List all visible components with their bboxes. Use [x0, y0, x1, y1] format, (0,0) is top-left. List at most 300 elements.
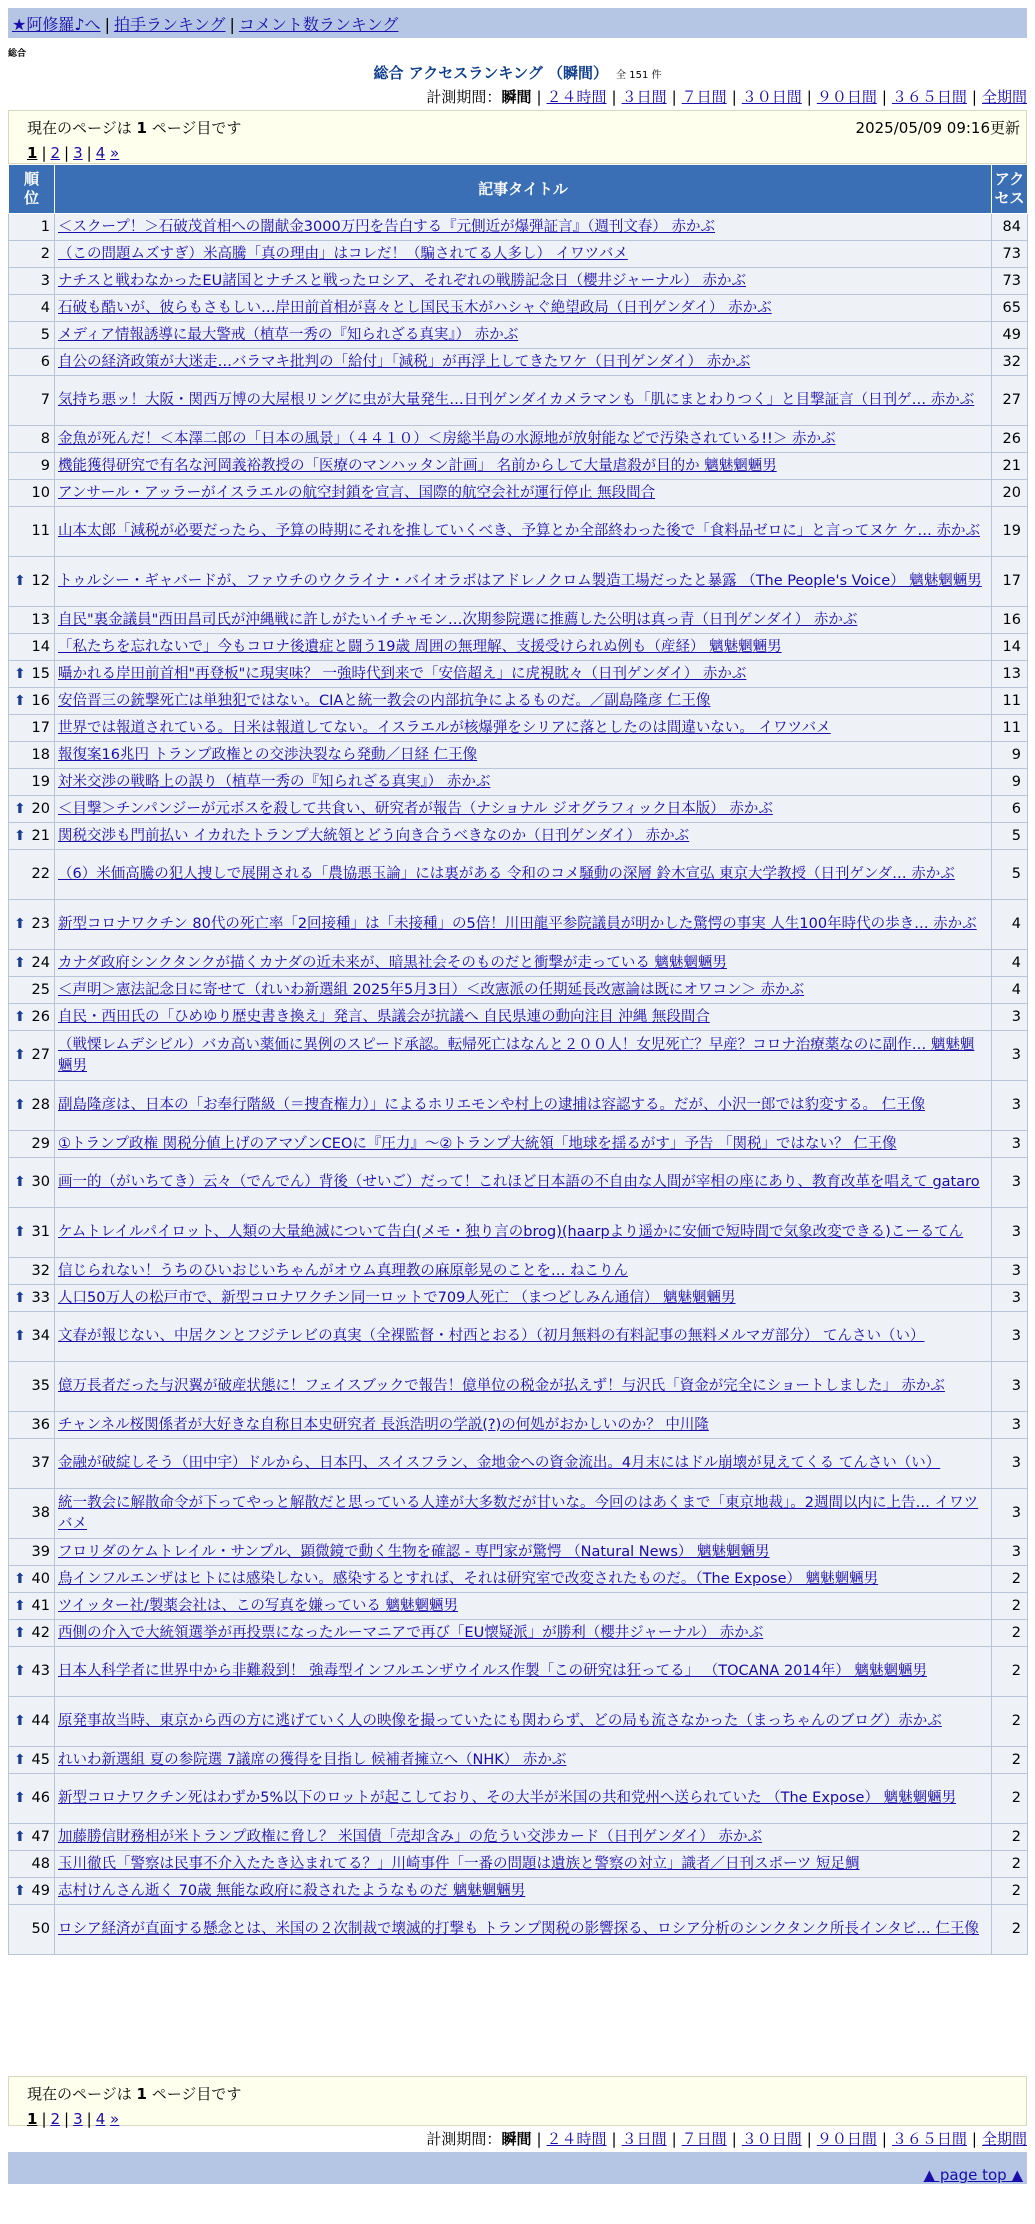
- up-arrow-icon: ⬆: [14, 1224, 26, 1240]
- access-count: 5: [992, 850, 1028, 900]
- title-cell: [55, 850, 992, 900]
- title-cell: [55, 634, 992, 661]
- table-row: [9, 950, 1028, 977]
- nav-separator: |: [229, 15, 235, 34]
- title-cell: [55, 1620, 992, 1647]
- rank-cell: [9, 1208, 55, 1258]
- up-arrow-icon: ⬆: [14, 1597, 26, 1614]
- table-row: [9, 1747, 1028, 1774]
- access-count: 3: [992, 1285, 1028, 1312]
- access-count: 3: [992, 1539, 1028, 1566]
- page-link[interactable]: 3: [73, 144, 83, 162]
- access-count: 73: [992, 241, 1028, 268]
- period-option: 瞬間: [501, 2130, 532, 2148]
- article-link[interactable]: ＜声明＞憲法記念日に寄せて（れいわ新選組 2025年5月3日）＜改憲派の任期延長改憲論は既にオワコン＞ 赤かぶ: [58, 981, 805, 998]
- rank-cell: [9, 796, 55, 823]
- page-status: 現在のページは 1 ページ目です: [27, 119, 242, 137]
- access-count: 2: [992, 1851, 1028, 1878]
- header-title: 記事タイトル: [55, 165, 992, 214]
- title-cell: [55, 796, 992, 823]
- article-link[interactable]: 玉川徹氏「警察は民事不介入たたき込まれてる？」川崎事件「一番の問題は遺族と警察の対立」識者／日刊スポーツ 短足鯛: [58, 1855, 860, 1872]
- period-separator: |: [881, 88, 887, 106]
- rank-cell: [9, 1747, 55, 1774]
- article-link[interactable]: 金魚が死んだ！＜本澤二郎の「日本の風景」（４４１０）＜房総半島の水源地が放射能などで汚染されている!!＞ 赤かぶ: [58, 430, 836, 447]
- title-cell: [55, 507, 992, 557]
- article-link[interactable]: （戦慄レムデシビル）バカ高い薬価に異例のスピード承認。転帰死亡はなんと２００人！女児死亡？早産？コロナ治療薬なのに副作… 魑魅魍魎男: [58, 1036, 975, 1074]
- rank-cell: [9, 900, 55, 950]
- access-count: 3: [992, 1081, 1028, 1131]
- period-option[interactable]: ３０日間: [741, 2130, 802, 2148]
- rank-cell: [9, 453, 55, 480]
- page-top-link[interactable]: ▲ page top ▲: [923, 2166, 1023, 2184]
- article-link[interactable]: 自民"裏金議員"西田昌司氏が沖縄戦に許しがたいイチャモン…次期参院選に推薦した公明は真っ青（日刊ゲンダイ） 赤かぶ: [58, 611, 858, 628]
- period-separator: |: [806, 88, 812, 106]
- rank-number: 22: [31, 866, 50, 882]
- page-link[interactable]: 2: [50, 2110, 61, 2128]
- access-count: 26: [992, 426, 1028, 453]
- up-arrow-icon: ⬆: [14, 1097, 26, 1113]
- rank-number: 35: [31, 1378, 50, 1394]
- rank-cell: [9, 1131, 55, 1158]
- up-arrow-icon: ⬆: [14, 1790, 26, 1806]
- table-row: [9, 850, 1028, 900]
- header-access: アクセス: [992, 165, 1028, 214]
- rank-number: 13: [31, 611, 50, 628]
- access-count: 27: [992, 376, 1028, 426]
- article-link[interactable]: （6）米価高騰の犯人捜しで展開される「農協悪玉論」には裏がある 令和のコメ騒動の深層 鈴木宣弘 東京大学教授（日刊ゲンダ… 赤かぶ: [58, 866, 955, 882]
- page-separator: |: [86, 2110, 92, 2128]
- article-link[interactable]: カナダ政府シンクタンクが描くカナダの近未来が、暗黒社会そのものだと衝撃が走っている 魑魅魍魎男: [58, 954, 727, 971]
- title-cell: [55, 769, 992, 796]
- rank-cell: [9, 295, 55, 322]
- period-option[interactable]: ３６５日間: [891, 88, 967, 106]
- period-option[interactable]: ３０日間: [741, 88, 802, 106]
- rank-cell: [9, 214, 55, 241]
- article-link[interactable]: 新型コロナワクチン 80代の死亡率「2回接種」は「未接種」の5倍！川田龍平参院議員が明かした驚愕の事実 人生100年時代の歩き… 赤かぶ: [58, 916, 977, 932]
- access-count: 65: [992, 295, 1028, 322]
- rank-number: 42: [31, 1624, 50, 1641]
- up-arrow-icon: ⬆: [14, 1047, 26, 1063]
- rank-number: 50: [31, 1921, 50, 1937]
- article-link[interactable]: ケムトレイルパイロット、人類の大量絶滅について告白(メモ・独り言のbrog)(haarpより遥かに安価で短時間で気象改変できる)こーるてん: [58, 1224, 964, 1240]
- header-rank: 順位: [9, 165, 55, 214]
- rank-number: 2: [40, 245, 50, 262]
- article-link[interactable]: 人口50万人の松戸市で、新型コロナワクチン同一ロットで709人死亡 （まつどしみん通信） 魑魅魍魎男: [58, 1289, 736, 1306]
- access-count: 20: [992, 480, 1028, 507]
- article-link[interactable]: 報復案16兆円 トランプ政権との交渉決裂なら発動／日経 仁王像: [58, 746, 478, 763]
- table-row: [9, 1081, 1028, 1131]
- bottom-bar: [8, 2152, 1027, 2184]
- up-arrow-icon: ⬆: [14, 1570, 26, 1587]
- rank-cell: [9, 322, 55, 349]
- period-option[interactable]: 全期間: [981, 88, 1027, 106]
- rank-number: 39: [31, 1543, 50, 1560]
- article-link[interactable]: 統一教会に解散命令が下ってやっと解散だと思っている人達が大多数だが甘いな。今回のはあくまで「東京地裁」。2週間以内に上告… イワツバメ: [58, 1494, 979, 1532]
- rank-number: 17: [31, 719, 50, 736]
- article-link[interactable]: 世界では報道されている。日米は報道してない。イスラエルが核爆弾をシリアに落としたのは間違いない。 イワツバメ: [58, 719, 831, 736]
- access-count: 11: [992, 715, 1028, 742]
- rank-number: 27: [31, 1047, 50, 1063]
- article-link[interactable]: 原発事故当時、東京から西の方に逃げていく人の映像を撮っていたにも関わらず、どの局も流さなかった（まっちゃんのブログ）赤かぶ: [58, 1713, 942, 1729]
- article-link[interactable]: 億万長者だった与沢翼が破産状態に！フェイスブックで報告！億単位の税金が払えず！与沢氏「資金が完全にショートしました」 赤かぶ: [58, 1378, 945, 1394]
- access-count: 6: [992, 796, 1028, 823]
- rank-cell: [9, 1158, 55, 1208]
- page-link[interactable]: 4: [95, 2110, 106, 2128]
- page-link[interactable]: 1: [27, 2110, 38, 2128]
- rank-cell: [9, 1620, 55, 1647]
- rank-number: 20: [31, 800, 50, 817]
- title-cell: [55, 823, 992, 850]
- title-cell: [55, 1081, 992, 1131]
- access-count: 2: [992, 1593, 1028, 1620]
- title-cell: [55, 900, 992, 950]
- title-cell: [55, 1439, 992, 1489]
- table-row: [9, 557, 1028, 607]
- rank-cell: [9, 1362, 55, 1412]
- rank-cell: [9, 607, 55, 634]
- rank-cell: [9, 1647, 55, 1697]
- table-row: [9, 715, 1028, 742]
- access-count: 5: [992, 823, 1028, 850]
- article-link[interactable]: ナチスと戦わなかったEU諸国とナチスと戦ったロシア、それぞれの戦勝記念日（櫻井ジャーナル） 赤かぶ: [58, 272, 747, 289]
- article-link[interactable]: メディア情報誘導に最大警戒（植草一秀の『知られざる真実』） 赤かぶ: [58, 326, 519, 343]
- title-cell: [55, 950, 992, 977]
- access-count: 3: [992, 1412, 1028, 1439]
- table-row: [9, 241, 1028, 268]
- table-row: [9, 769, 1028, 796]
- nav-link-clap-ranking[interactable]: 拍手ランキング: [113, 15, 226, 34]
- table-row: [9, 1004, 1028, 1031]
- period-separator: |: [671, 2130, 677, 2148]
- page-title: [0, 62, 1035, 83]
- article-link[interactable]: 安倍晋三の銃撃死亡は単独犯ではない。CIAと統一教会の内部抗争によるものだ。／副島隆彦 仁王像: [58, 692, 711, 709]
- article-link[interactable]: ＜目撃＞チンパンジーが元ボスを殺して共食い、研究者が報告（ナショナル ジオグラフィック日本版） 赤かぶ: [58, 800, 773, 817]
- page-info-top: [8, 110, 1027, 164]
- title-cell: [55, 1031, 992, 1081]
- page-link[interactable]: 4: [95, 144, 106, 162]
- access-count: 32: [992, 349, 1028, 376]
- rank-number: 31: [31, 1224, 50, 1240]
- rank-number: 4: [40, 299, 50, 316]
- page-separator: |: [41, 144, 47, 162]
- up-arrow-icon: ⬆: [14, 1174, 26, 1190]
- page-link[interactable]: »: [110, 2110, 120, 2128]
- rank-number: 14: [31, 638, 50, 655]
- article-link[interactable]: 志村けんさん逝く 70歳 無能な政府に殺されたようなものだ 魑魅魍魎男: [58, 1882, 526, 1899]
- title-cell: [55, 453, 992, 480]
- access-count: 4: [992, 950, 1028, 977]
- article-link[interactable]: ①トランプ政権 関税分値上げのアマゾンCEOに『圧力』～②トランプ大統領「地球を揺るがす」予告 「関税」ではない？ 仁王像: [58, 1135, 897, 1152]
- article-link[interactable]: 「私たちを忘れないで」今もコロナ後遺症と闘う19歳 周囲の無理解、支援受けられぬ例も（産経） 魑魅魍魎男: [58, 638, 782, 655]
- period-option[interactable]: ３６５日間: [891, 2130, 967, 2148]
- page-status: 現在のページは 1 ページ目です: [27, 2085, 242, 2103]
- title-cell: [55, 1878, 992, 1905]
- up-arrow-icon: ⬆: [14, 1663, 26, 1679]
- title-cell: [55, 1489, 992, 1539]
- ranking-table: [8, 164, 1028, 1955]
- rank-cell: [9, 1774, 55, 1824]
- article-link[interactable]: 加藤勝信財務相が米トランプ政権に脅し？ 米国債「売却含み」の危うい交渉カード（日刊ゲンダイ） 赤かぶ: [58, 1828, 763, 1845]
- access-count: 2: [992, 1824, 1028, 1851]
- title-cell: [55, 1208, 992, 1258]
- period-separator: |: [971, 88, 977, 106]
- title-cell: [55, 214, 992, 241]
- up-arrow-icon: ⬆: [14, 1882, 26, 1899]
- rank-number: 23: [31, 916, 50, 932]
- title-cell: [55, 268, 992, 295]
- access-count: 9: [992, 769, 1028, 796]
- access-count: 2: [992, 1566, 1028, 1593]
- article-link[interactable]: チャンネル桜関係者が大好きな自称日本史研究者 長浜浩明の学説(?)の何処がおかしいのか？ 中川隆: [58, 1416, 709, 1433]
- period-separator: |: [671, 88, 677, 106]
- up-arrow-icon: ⬆: [14, 665, 26, 682]
- rank-cell: [9, 1412, 55, 1439]
- access-count: 3: [992, 1208, 1028, 1258]
- title-cell: [55, 1539, 992, 1566]
- period-option[interactable]: ２４時間: [546, 2130, 607, 2148]
- rank-number: 30: [31, 1174, 50, 1190]
- table-row: [9, 1031, 1028, 1081]
- period-separator: |: [611, 2130, 617, 2148]
- rank-number: 46: [31, 1790, 50, 1806]
- rank-number: 41: [31, 1597, 50, 1614]
- article-link[interactable]: 自民・西田氏の「ひめゆり歴史書き換え」発言、県議会が抗議へ 自民県連の動向注目 沖縄 無段間合: [58, 1008, 710, 1025]
- top-nav-bar: [8, 8, 1027, 38]
- table-row: [9, 1158, 1028, 1208]
- rank-cell: [9, 480, 55, 507]
- article-link[interactable]: トゥルシー・ギャバードが、ファウチのウクライナ・バイオラボはアドレノクロム製造工場だったと暴露 （The People's Voice） 魑魅魍魎男: [58, 573, 982, 589]
- table-row: [9, 1539, 1028, 1566]
- title-cell: [55, 1566, 992, 1593]
- rank-cell: [9, 1539, 55, 1566]
- nav-link-asyura[interactable]: ★阿修羅♪へ: [12, 15, 101, 34]
- table-row: [9, 349, 1028, 376]
- article-link[interactable]: フロリダのケムトレイル・サンプル、顕微鏡で動く生物を確認 - 専門家が驚愕 （Natural News） 魑魅魍魎男: [58, 1543, 770, 1560]
- pagination: [27, 144, 1016, 162]
- table-row: [9, 1824, 1028, 1851]
- nav-separator: |: [104, 15, 110, 34]
- page-title-text: 総合 アクセスランキング （瞬間）: [373, 64, 609, 82]
- article-link[interactable]: ロシア経済が直面する懸念とは、米国の２次制裁で壊滅的打撃も トランプ関税の影響探る、ロシア分析のシンクタンク所長インタビ… 仁王像: [58, 1921, 979, 1937]
- article-link[interactable]: 石破も酷いが、彼らもさもしい…岸田前首相が喜々とし国民玉木がハシャぐ絶望政局（日刊ゲンダイ） 赤かぶ: [58, 299, 772, 316]
- rank-number: 38: [31, 1505, 50, 1521]
- article-link[interactable]: 新型コロナワクチン死はわずか5%以下のロットが起こしており、その大半が米国の共和党州へ送られていた （The Expose） 魑魅魍魎男: [58, 1790, 957, 1806]
- title-cell: [55, 715, 992, 742]
- rank-number: 49: [31, 1882, 50, 1899]
- table-row: [9, 900, 1028, 950]
- access-count: 2: [992, 1697, 1028, 1747]
- table-row: [9, 607, 1028, 634]
- period-option[interactable]: ３日間: [621, 2130, 667, 2148]
- up-arrow-icon: ⬆: [14, 1713, 26, 1729]
- period-option[interactable]: ３日間: [621, 88, 667, 106]
- up-arrow-icon: ⬆: [14, 692, 26, 709]
- title-cell: [55, 295, 992, 322]
- article-link[interactable]: （この問題ムズすぎ）米高騰「真の理由」はコレだ！（騙されてる人多し） イワツバメ: [58, 245, 628, 262]
- rank-number: 36: [31, 1416, 50, 1433]
- access-count: 4: [992, 977, 1028, 1004]
- table-row: [9, 426, 1028, 453]
- table-row: [9, 1905, 1028, 1955]
- rank-number: 9: [40, 457, 50, 474]
- period-option[interactable]: ２４時間: [546, 88, 607, 106]
- article-link[interactable]: 副島隆彦は、日本の「お奉行階級（＝捜査権力）」によるホリエモンや村上の逮捕は容認する。だが、小沢一郎では豹変する。 仁王像: [58, 1097, 926, 1113]
- table-row: [9, 1620, 1028, 1647]
- rank-cell: [9, 1489, 55, 1539]
- period-separator: |: [731, 88, 737, 106]
- page-link[interactable]: »: [110, 144, 120, 162]
- article-link[interactable]: 文春が報じない、中居クンとフジテレビの真実（全裸監督・村西とおる）（初月無料の有料記事の無料メルマガ部分） てんさい（い）: [58, 1328, 925, 1344]
- page-separator: |: [41, 2110, 47, 2128]
- table-row: [9, 1647, 1028, 1697]
- access-count: 2: [992, 1747, 1028, 1774]
- access-count: 13: [992, 661, 1028, 688]
- rank-cell: [9, 1031, 55, 1081]
- article-link[interactable]: ツイッター社/製薬会社は、この写真を嫌っている 魑魅魍魎男: [58, 1597, 458, 1614]
- title-cell: [55, 1697, 992, 1747]
- access-count: 3: [992, 1312, 1028, 1362]
- title-cell: [55, 1747, 992, 1774]
- table-row: [9, 977, 1028, 1004]
- table-row: [9, 742, 1028, 769]
- up-arrow-icon: ⬆: [14, 1751, 26, 1768]
- access-count: 84: [992, 214, 1028, 241]
- rank-cell: [9, 268, 55, 295]
- rank-cell: [9, 1593, 55, 1620]
- rank-cell: [9, 823, 55, 850]
- rank-cell: [9, 742, 55, 769]
- table-row: [9, 1697, 1028, 1747]
- article-link[interactable]: 鳥インフルエンザはヒトには感染しない。感染するとすれば、それは研究室で改変されたものだ。（The Expose） 魑魅魍魎男: [58, 1570, 879, 1587]
- article-link[interactable]: 山本太郎「減税が必要だったら、予算の時期にそれを推していくべき、予算とか全部終わった後で「食料品ゼロに」と言ってヌケ ケ… 赤かぶ: [58, 523, 980, 539]
- article-link[interactable]: 関税交渉も門前払い イカれたトランプ大統領とどう向き合うべきなのか（日刊ゲンダイ） 赤かぶ: [58, 827, 690, 844]
- period-option[interactable]: ７日間: [681, 2130, 727, 2148]
- page-link[interactable]: 2: [50, 144, 61, 162]
- category-tag: 総合: [8, 49, 27, 59]
- table-row: [9, 322, 1028, 349]
- table-row: [9, 1312, 1028, 1362]
- title-cell: [55, 1824, 992, 1851]
- rank-cell: [9, 1905, 55, 1955]
- title-cell: [55, 661, 992, 688]
- rank-number: 48: [31, 1855, 50, 1872]
- title-cell: [55, 1593, 992, 1620]
- period-option[interactable]: ９０日間: [816, 2130, 877, 2148]
- title-cell: [55, 557, 992, 607]
- rank-number: 26: [31, 1008, 50, 1025]
- title-cell: [55, 1258, 992, 1285]
- rank-number: 25: [31, 981, 50, 998]
- table-row: [9, 1412, 1028, 1439]
- article-link[interactable]: 金融が破綻しそう（田中宇）ドルから、日本円、スイスフラン、金地金への資金流出。4月末にはドル崩壊が見えてくる てんさい（い）: [58, 1455, 941, 1471]
- access-count: 73: [992, 268, 1028, 295]
- rank-number: 45: [31, 1751, 50, 1768]
- access-count: 3: [992, 1031, 1028, 1081]
- period-selector-top: [426, 86, 1027, 107]
- table-row: [9, 1878, 1028, 1905]
- rank-cell: [9, 376, 55, 426]
- rank-cell: [9, 1851, 55, 1878]
- up-arrow-icon: ⬆: [14, 1828, 26, 1845]
- period-separator: |: [971, 2130, 977, 2148]
- rank-number: 32: [31, 1262, 50, 1279]
- table-row: [9, 1362, 1028, 1412]
- access-count: 11: [992, 688, 1028, 715]
- title-cell: [55, 1158, 992, 1208]
- article-link[interactable]: 囁かれる岸田前首相"再登板"に現実味？ 一強時代到来で「安倍超え」に虎視眈々（日刊ゲンダイ） 赤かぶ: [58, 665, 747, 682]
- table-row: [9, 1774, 1028, 1824]
- rank-cell: [9, 1697, 55, 1747]
- page-link[interactable]: 1: [27, 144, 38, 162]
- page-link[interactable]: 3: [73, 2110, 83, 2128]
- table-row: [9, 1285, 1028, 1312]
- article-link[interactable]: ＜スクープ！＞石破茂首相への闇献金3000万円を告白する『元側近が爆弾証言』（週刊文春） 赤かぶ: [58, 218, 716, 235]
- article-link[interactable]: アンサール・アッラーがイスラエルの航空封鎖を宣言、国際的航空会社が運行停止 無段間合: [58, 484, 656, 501]
- table-row: [9, 268, 1028, 295]
- page-separator: |: [64, 144, 70, 162]
- rank-cell: [9, 349, 55, 376]
- period-option[interactable]: 全期間: [981, 2130, 1027, 2148]
- rank-cell: [9, 1439, 55, 1489]
- nav-link-comment-ranking[interactable]: コメント数ランキング: [238, 15, 399, 34]
- rank-number: 7: [40, 392, 50, 408]
- up-arrow-icon: ⬆: [14, 573, 26, 589]
- title-cell: [55, 1131, 992, 1158]
- rank-number: 15: [31, 665, 50, 682]
- rank-cell: [9, 1081, 55, 1131]
- period-separator: |: [731, 2130, 737, 2148]
- page-info-bottom: [8, 2076, 1027, 2126]
- title-cell: [55, 1285, 992, 1312]
- article-link[interactable]: 機能獲得研究で有名な河岡義裕教授の「医療のマンハッタン計画」 名前からして大量虐殺が目的か 魑魅魍魎男: [58, 457, 777, 474]
- up-arrow-icon: ⬆: [14, 916, 26, 932]
- period-option[interactable]: ９０日間: [816, 88, 877, 106]
- rank-cell: [9, 1258, 55, 1285]
- article-link[interactable]: 画一的（がいちてき）云々（でんでん）背後（せいご）だって！これほど日本語の不自由な人間が宰相の座にあり、教育改革を唱えて gataro: [58, 1174, 980, 1190]
- period-option[interactable]: ７日間: [681, 88, 727, 106]
- access-count: 2: [992, 1905, 1028, 1955]
- table-row: [9, 661, 1028, 688]
- article-link[interactable]: 日本人科学者に世界中から非難殺到！ 強毒型インフルエンザウイルス作製「この研究は狂ってる」 （TOCANA 2014年） 魑魅魍魎男: [58, 1663, 927, 1679]
- access-count: 19: [992, 507, 1028, 557]
- article-link[interactable]: 信じられない！うちのひいおじいちゃんがオウム真理教の麻原彰晃のことを… ねこりん: [58, 1262, 628, 1279]
- period-label: 計測期間：: [426, 88, 502, 106]
- article-link[interactable]: 対米交渉の戦略上の誤り（植草一秀の『知られざる真実』） 赤かぶ: [58, 773, 491, 790]
- article-link[interactable]: 自公の経済政策が大迷走…バラマキ批判の「給付」「減税」が再浮上してきたワケ（日刊ゲンダイ） 赤かぶ: [58, 353, 751, 370]
- rank-cell: [9, 634, 55, 661]
- access-count: 2: [992, 1878, 1028, 1905]
- access-count: 2: [992, 1774, 1028, 1824]
- title-cell: [55, 607, 992, 634]
- article-link[interactable]: れいわ新選組 夏の参院選 7議席の獲得を目指し 候補者擁立へ（NHK） 赤かぶ: [58, 1751, 567, 1768]
- table-row: [9, 480, 1028, 507]
- title-cell: [55, 1362, 992, 1412]
- rank-cell: [9, 1312, 55, 1362]
- table-row: [9, 796, 1028, 823]
- title-cell: [55, 426, 992, 453]
- article-link[interactable]: 気持ち悪ッ！大阪・関西万博の大屋根リングに虫が大量発生…日刊ゲンダイカメラマンも「肌にまとわりつく」と目撃証言（日刊ゲ… 赤かぶ: [58, 392, 975, 408]
- title-cell: [55, 1647, 992, 1697]
- title-cell: [55, 1412, 992, 1439]
- article-link[interactable]: 西側の介入で大統領選挙が再投票になったルーマニアで再び「EU懐疑派」が勝利（櫻井ジャーナル） 赤かぶ: [58, 1624, 764, 1641]
- table-row: [9, 1566, 1028, 1593]
- access-count: 14: [992, 634, 1028, 661]
- table-header-row: [9, 165, 1028, 214]
- access-count: 49: [992, 322, 1028, 349]
- access-count: 3: [992, 1258, 1028, 1285]
- title-cell: [55, 688, 992, 715]
- access-count: 9: [992, 742, 1028, 769]
